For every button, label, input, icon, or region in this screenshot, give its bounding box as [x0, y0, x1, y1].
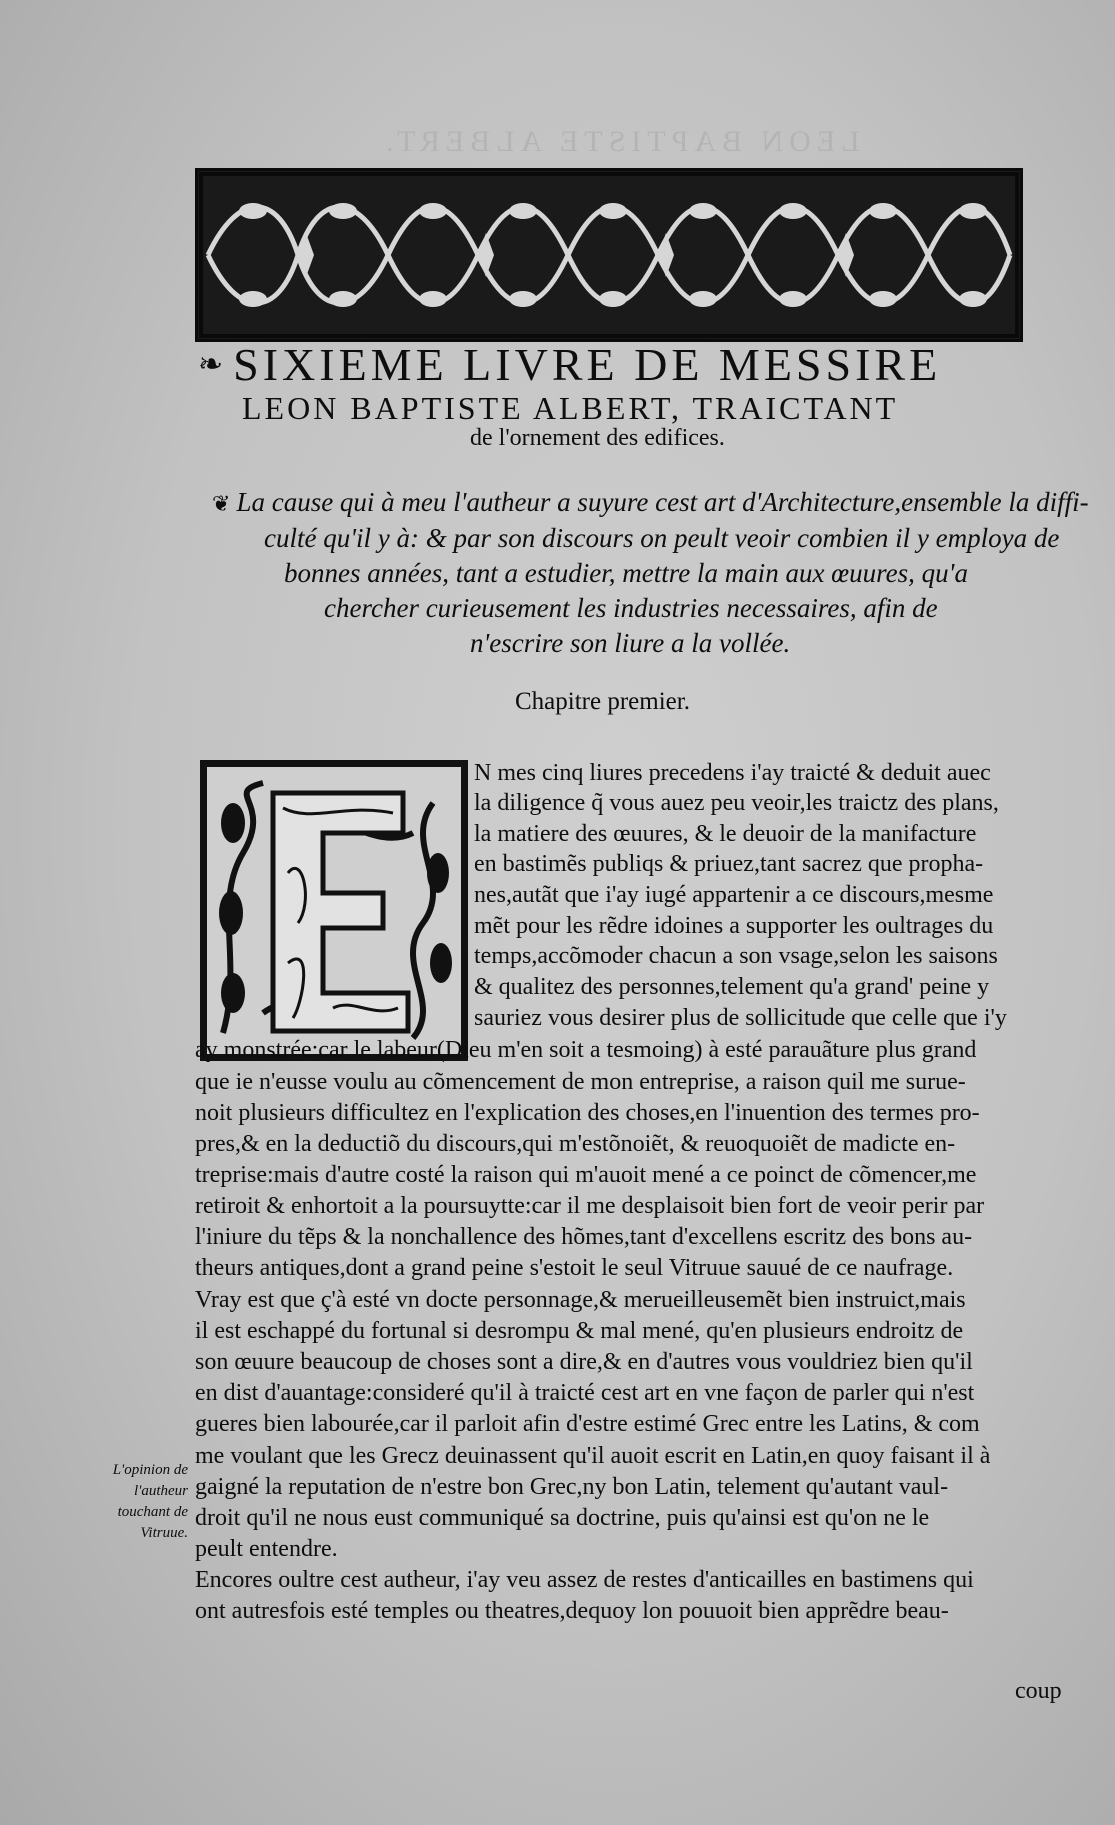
body-line: temps,accõmoder chacun a son vsage,selon les saisons [474, 943, 998, 969]
body-line: la matiere des œuures, & le deuoir de la manifacture [474, 821, 977, 847]
body-line: nes,autãt que i'ay iugé appartenir a ce discours,mesme [474, 882, 994, 908]
catchword: coup [1015, 1678, 1062, 1704]
chapter-title: Chapitre premier. [515, 688, 690, 715]
body-line: son œuure beaucoup de choses sont a dire,& en d'autres vous vouldriez bien qu'il [195, 1349, 973, 1375]
body-line: theurs antiques,dont a grand peine s'estoit le seul Vitruue sauué de ce naufrage. [195, 1255, 954, 1281]
body-line: sauriez vous desirer plus de sollicitude que celle que i'y [474, 1005, 1007, 1031]
body-line: & qualitez des personnes,telement qu'a grand' peine y [474, 974, 990, 1000]
body-line: noit plusieurs difficultez en l'explication des choses,en l'inuention des termes pro- [195, 1100, 980, 1126]
margin-note [88, 1460, 188, 1544]
book-title-line-3: de l'ornement des edifices. [470, 425, 725, 451]
body-line: l'iniure du tẽps & la nonchallence des hõmes,tant d'excellens escritz des bons au- [195, 1224, 973, 1250]
body-line: gueres bien labourée,car il parloit afin d'estre estimé Grec entre les Latins, & com [195, 1411, 980, 1437]
body-line: en bastimẽs publiqs & priuez,tant sacrez que propha- [474, 851, 984, 877]
body-line: treprise:mais d'autre costé la raison qui m'auoit mené a ce poinct de cõmencer,me [195, 1162, 977, 1188]
body-line: retiroit & enhortoit a la poursuytte:car il me desplaisoit bien fort de veoir perir par [195, 1193, 985, 1219]
body-line: me voulant que les Grecz deuinassent qu'il auoit escrit en Latin,en quoy faisant il à [195, 1443, 991, 1469]
body-line: N mes cinq liures precedens i'ay traicté & deduit auec [474, 760, 991, 786]
book-title-line-2: LEON BAPTISTE ALBERT, TRAICTANT [242, 390, 899, 426]
ornamental-headpiece [195, 168, 1023, 342]
fleuron-icon: ❦ [212, 491, 231, 516]
summary-line: culté qu'il y à: & par son discours on peult veoir combien il y employa de [264, 523, 1060, 553]
body-line: peult entendre. [195, 1536, 338, 1562]
summary-line: chercher curieusement les industries necessaires, afin de [324, 593, 938, 623]
summary-line: bonnes années, tant a estudier, mettre la main aux œuures, qu'a [284, 558, 968, 588]
summary-line [212, 485, 1089, 521]
body-line: Encores oultre cest autheur, i'ay veu assez de restes d'anticailles en bastimens qui [195, 1567, 974, 1593]
title-text-1: SIXIEME LIVRE DE MESSIRE [233, 339, 942, 390]
show-through-text: LEON BAPTISTE ALBERT. [380, 125, 860, 158]
margin-note-line: L'opinion de [112, 1462, 188, 1478]
chapter-summary [212, 485, 1089, 661]
fleuron-icon: ❧ [198, 348, 228, 381]
body-line: en dist d'auantage:consideré qu'il à traicté cest art en vne façon de parler qui n'est [195, 1380, 975, 1406]
body-line: que ie n'eusse voulu au cõmencement de mon entreprise, a raison quil me surue- [195, 1069, 966, 1095]
body-line: la diligence q̃ vous auez peu veoir,les traictz des plans, [474, 790, 999, 816]
summary-line: n'escrire son liure a la vollée. [470, 628, 791, 658]
body-line: Vray est que ç'à esté vn docte personnage,& merueilleusemẽt bien instruict,mais [195, 1287, 966, 1313]
summary-text: La cause qui à meu l'autheur a suyure cest art d'Architecture,ensemble la diffi- [236, 487, 1089, 517]
body-line: ont autresfois esté temples ou theatres,dequoy lon pouuoit bien apprẽdre beau- [195, 1598, 949, 1624]
body-line: gaigné la reputation de n'estre bon Grec,ny bon Latin, telement qu'autant vaul- [195, 1474, 949, 1500]
decorated-initial-e-icon [200, 760, 468, 1061]
body-line: ay monstrée:car le labeur(Dieu m'en soit a tesmoing) à esté parauãture plus grand [195, 1037, 977, 1063]
margin-note-line: touchant de [117, 1504, 188, 1520]
margin-note-line: Vitruue. [140, 1525, 188, 1541]
body-line: pres,& en la deductiõ du discours,qui m'estõnoiẽt, & reuoquoiẽt de madicte en- [195, 1131, 956, 1157]
body-line: mẽt pour les rẽdre idoines a supporter les oultrages du [474, 913, 994, 939]
body-line: droit qu'il ne nous eust communiqué sa doctrine, puis qu'ainsi est qu'on ne le [195, 1505, 930, 1531]
book-title-line-1 [198, 338, 1038, 391]
margin-note-line: l'autheur [133, 1483, 188, 1499]
body-line: il est eschappé du fortunal si desrompu & mal mené, qu'en plusieurs endroitz de [195, 1318, 964, 1344]
